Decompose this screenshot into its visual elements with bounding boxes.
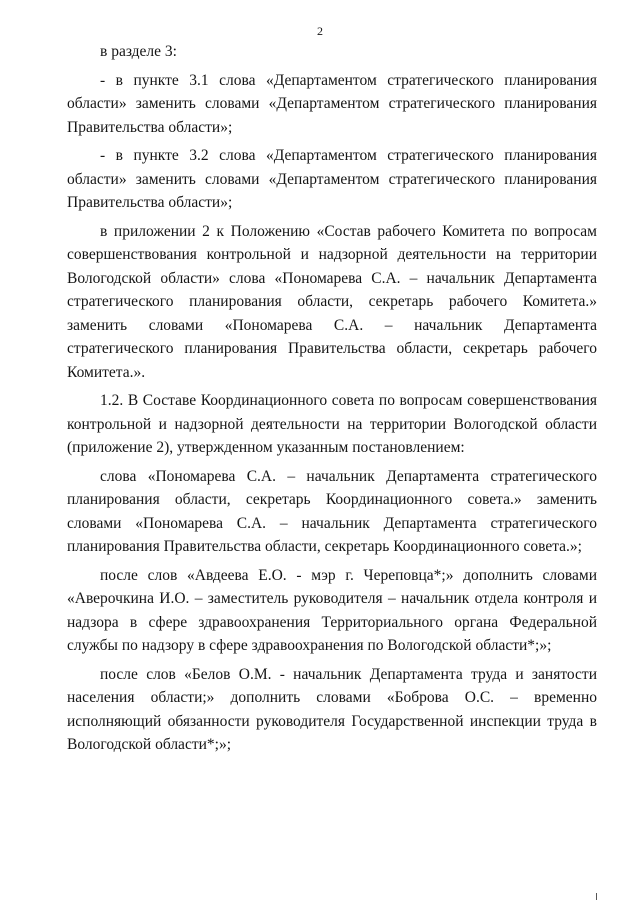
paragraph-section-3-intro: в разделе 3: xyxy=(100,43,177,60)
paragraph-appendix-2: в приложении 2 к Положению «Состав рабочего Комитета по вопросам совершенствования контрольной и надзорной деятельности на территории Вологодской области» слова «Пономарева С.А. – начальник Департамента стратегического планирования области, секретарь рабочего Комитета.» заменить словами «Пономарева С.А. – начальник Департамента стратегического планирования Правительства области, секретарь рабочего Комитета.». xyxy=(67,222,597,381)
scan-mark xyxy=(596,893,597,900)
paragraph-item-3-1: - в пункте 3.1 слова «Департаментом стратегического планирования области» заменить словами «Департаментом стратегического планирования Правительства области»; xyxy=(67,71,597,136)
paragraph-item-3-2: - в пункте 3.2 слова «Департаментом стратегического планирования области» заменить словами «Департаментом стратегического планирования Правительства области»; xyxy=(67,147,597,211)
paragraph-1-2: 1.2. В Составе Координационного совета по вопросам совершенствования контрольной и надзорной деятельности на территории Вологодской области (приложение 2), утвержденном указанным постановлением: xyxy=(67,392,597,456)
document-body xyxy=(67,40,597,762)
page-number: 2 xyxy=(317,24,323,38)
paragraph-ponomareva-replacement: слова «Пономарева С.А. – начальник Департамента стратегического планирования области, секретарь Координационного совета.» заменить словами «Пономарева С.А. – начальник Департамента стратегического планирования Правительства области, секретарь Координационного совета.»; xyxy=(67,467,597,555)
paragraph-averochkina-addition: после слов «Авдеева Е.О. - мэр г. Череповца*;» дополнить словами «Аверочкина И.О. – заместитель руководителя – начальник отдела контроля и надзора в сфере здравоохранения Территориального органа Федеральной службы по надзору в сфере здравоохранения по Вологодской области*;»; xyxy=(67,566,597,654)
paragraph-bobrova-addition: после слов «Белов О.М. - начальник Департамента труда и занятости населения области;» дополнить словами «Боброва О.С. – временно исполняющий обязанности руководителя Государственной инспекции труда в Вологодской области*;»; xyxy=(67,665,597,753)
